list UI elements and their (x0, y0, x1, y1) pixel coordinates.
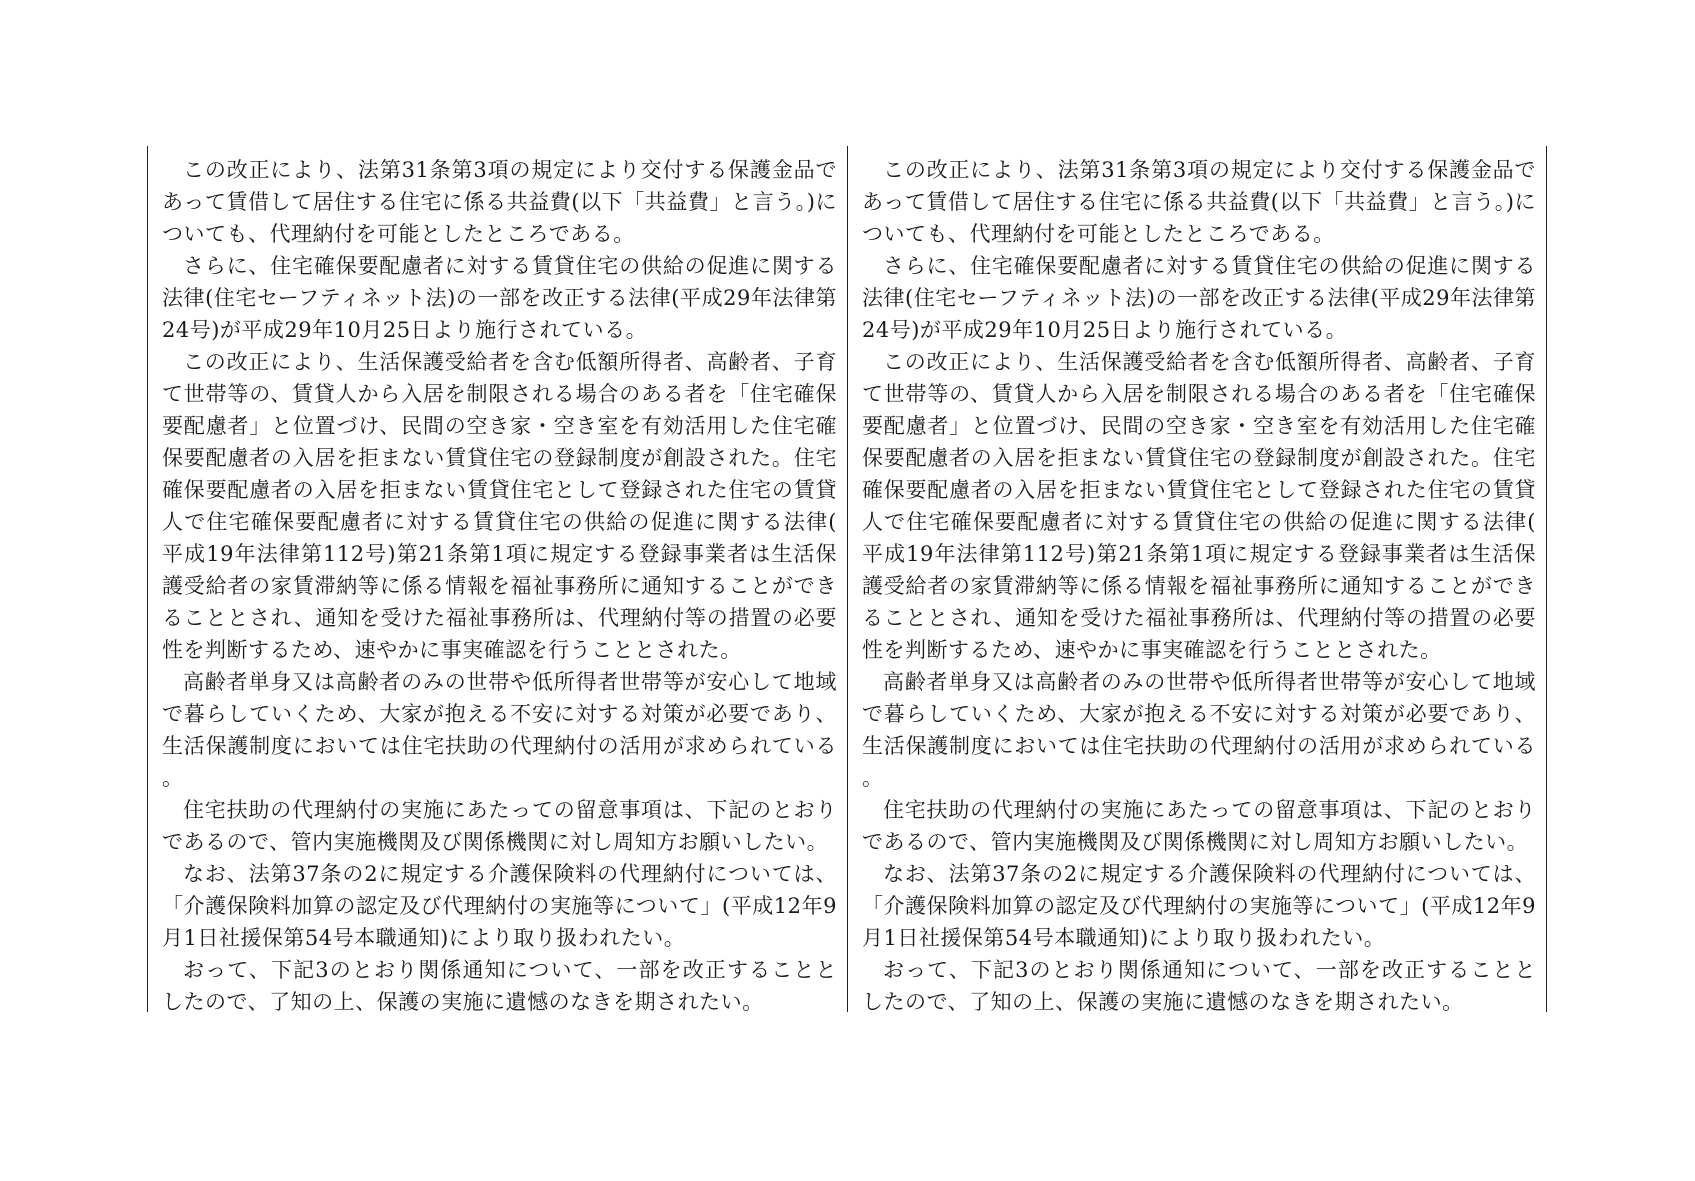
left-column-revised (147, 146, 847, 1012)
paragraph: おって、下記3のとおり関係通知について、一部を改正することとしたので、了知の上、保護の実施に遺憾のなきを期されたい。 (862, 958, 1536, 1012)
right-column-current (847, 146, 1547, 1012)
paragraph: さらに、住宅確保要配慮者に対する賃貸住宅の供給の促進に関する法律(住宅セーフティネット法)の一部を改正する法律(平成29年法律第24号)が平成29年10月25日より施行されている。 (162, 254, 837, 342)
paragraph: この改正により、生活保護受給者を含む低額所得者、高齢者、子育て世帯等の、賃貸人から入居を制限される場合のある者を「住宅確保要配慮者」と位置づけ、民間の空き家・空き室を有効活用した住宅確保要配慮者の入居を拒まない賃貸住宅の登録制度が創設された。住宅確保要配慮者の入居を拒まない賃貸住宅として登録された住宅の賃貸人で住宅確保要配慮者に対する賃貸住宅の供給の促進に関する法律(平成19年法律第112号)第21条第1項に規定する登録事業者は生活保護受給者の家賃滞納等に係る情報を福祉事務所に通知することができることとされ、通知を受けた福祉事務所は、代理納付等の措置の必要性を判断するため、速やかに事実確認を行うこととされた。 (862, 350, 1536, 662)
paragraph: 高齢者単身又は高齢者のみの世帯や低所得者世帯等が安心して地域で暮らしていくため、大家が抱える不安に対する対策が必要であり、生活保護制度においては住宅扶助の代理納付の活用が求められている。 (162, 670, 837, 790)
paragraph: この改正により、法第31条第3項の規定により交付する保護金品であって賃借して居住する住宅に係る共益費(以下「共益費」と言う。)についても、代理納付を可能としたところである。 (162, 158, 837, 246)
paragraph: なお、法第37条の2に規定する介護保険料の代理納付については、「介護保険料加算の認定及び代理納付の実施等について」(平成12年9月1日社援保第54号本職通知)により取り扱われたい。 (162, 862, 837, 950)
paragraph: さらに、住宅確保要配慮者に対する賃貸住宅の供給の促進に関する法律(住宅セーフティネット法)の一部を改正する法律(平成29年法律第24号)が平成29年10月25日より施行されている。 (862, 254, 1536, 342)
paragraph: この改正により、法第31条第3項の規定により交付する保護金品であって賃借して居住する住宅に係る共益費(以下「共益費」と言う。)についても、代理納付を可能としたところである。 (862, 158, 1536, 246)
comparison-table (147, 146, 1547, 1012)
paragraph: 高齢者単身又は高齢者のみの世帯や低所得者世帯等が安心して地域で暮らしていくため、大家が抱える不安に対する対策が必要であり、生活保護制度においては住宅扶助の代理納付の活用が求められている。 (862, 670, 1536, 790)
paragraph: なお、法第37条の2に規定する介護保険料の代理納付については、「介護保険料加算の認定及び代理納付の実施等について」(平成12年9月1日社援保第54号本職通知)により取り扱われたい。 (862, 862, 1536, 950)
paragraph: 住宅扶助の代理納付の実施にあたっての留意事項は、下記のとおりであるので、管内実施機関及び関係機関に対し周知方お願いしたい。 (862, 798, 1536, 854)
paragraph: 住宅扶助の代理納付の実施にあたっての留意事項は、下記のとおりであるので、管内実施機関及び関係機関に対し周知方お願いしたい。 (162, 798, 837, 854)
paragraph: この改正により、生活保護受給者を含む低額所得者、高齢者、子育て世帯等の、賃貸人から入居を制限される場合のある者を「住宅確保要配慮者」と位置づけ、民間の空き家・空き室を有効活用した住宅確保要配慮者の入居を拒まない賃貸住宅の登録制度が創設された。住宅確保要配慮者の入居を拒まない賃貸住宅として登録された住宅の賃貸人で住宅確保要配慮者に対する賃貸住宅の供給の促進に関する法律(平成19年法律第112号)第21条第1項に規定する登録事業者は生活保護受給者の家賃滞納等に係る情報を福祉事務所に通知することができることとされ、通知を受けた福祉事務所は、代理納付等の措置の必要性を判断するため、速やかに事実確認を行うこととされた。 (162, 350, 837, 662)
paragraph: おって、下記3のとおり関係通知について、一部を改正することとしたので、了知の上、保護の実施に遺憾のなきを期されたい。 (162, 958, 837, 1012)
